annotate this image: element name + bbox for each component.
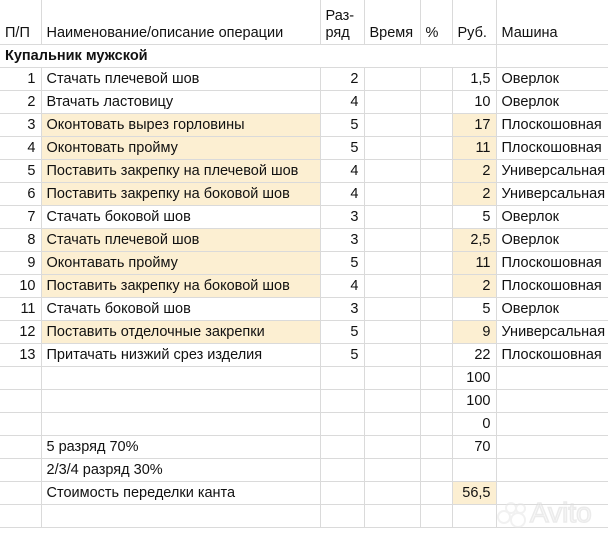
- table-row: [0, 114, 608, 137]
- empty-cell[interactable]: [496, 413, 608, 436]
- empty-cell[interactable]: [364, 482, 420, 505]
- time-cell[interactable]: [364, 298, 420, 321]
- percent-cell[interactable]: [420, 206, 452, 229]
- grade-cell[interactable]: 4: [320, 275, 364, 298]
- percent-cell[interactable]: [420, 321, 452, 344]
- percent-cell[interactable]: [420, 229, 452, 252]
- time-cell[interactable]: [364, 252, 420, 275]
- time-cell[interactable]: [364, 275, 420, 298]
- percent-cell[interactable]: [420, 252, 452, 275]
- machine-cell[interactable]: Оверлок: [496, 206, 608, 229]
- section-machine-cell[interactable]: [496, 45, 608, 68]
- summary-label-cell[interactable]: 2/3/4 разряд 30%: [41, 459, 320, 482]
- operation-name-cell[interactable]: Поставить закрепку на плечевой шов: [41, 160, 320, 183]
- empty-cell[interactable]: [320, 367, 364, 390]
- summary-label-cell[interactable]: 5 разряд 70%: [41, 436, 320, 459]
- grade-cell[interactable]: 4: [320, 91, 364, 114]
- machine-cell[interactable]: Универсальная: [496, 321, 608, 344]
- machine-cell[interactable]: Плоскошовная: [496, 275, 608, 298]
- percent-cell[interactable]: [420, 298, 452, 321]
- row-number-cell[interactable]: 12: [0, 321, 41, 344]
- empty-cell[interactable]: [0, 459, 41, 482]
- empty-cell[interactable]: [0, 413, 41, 436]
- rub-cell[interactable]: 10: [452, 91, 496, 114]
- header-grade[interactable]: [320, 0, 364, 45]
- table-row: [0, 137, 608, 160]
- row-number-cell[interactable]: 1: [0, 68, 41, 91]
- grade-cell[interactable]: 5: [320, 321, 364, 344]
- empty-cell[interactable]: [364, 367, 420, 390]
- row-number-cell[interactable]: 2: [0, 91, 41, 114]
- grade-cell[interactable]: 5: [320, 114, 364, 137]
- summary-row: [0, 390, 608, 413]
- machine-cell[interactable]: Плоскошовная: [496, 252, 608, 275]
- row-number-cell[interactable]: 10: [0, 275, 41, 298]
- empty-cell[interactable]: [0, 367, 41, 390]
- header-pp[interactable]: П/П: [0, 0, 41, 45]
- section-row: [0, 45, 608, 68]
- summary-rub-cell[interactable]: 100: [452, 390, 496, 413]
- rub-cell[interactable]: 22: [452, 344, 496, 367]
- summary-row: [0, 482, 608, 505]
- time-cell[interactable]: [364, 344, 420, 367]
- machine-cell[interactable]: Универсальная: [496, 160, 608, 183]
- percent-cell[interactable]: [420, 344, 452, 367]
- empty-cell[interactable]: [496, 505, 608, 528]
- operation-name-cell[interactable]: Поставить закрепку на боковой шов: [41, 275, 320, 298]
- grade-cell[interactable]: 2: [320, 68, 364, 91]
- grade-cell[interactable]: 5: [320, 344, 364, 367]
- time-cell[interactable]: [364, 160, 420, 183]
- empty-cell[interactable]: [420, 505, 452, 528]
- header-grade-line2: ряд: [325, 25, 350, 41]
- grade-cell[interactable]: 3: [320, 206, 364, 229]
- rub-cell[interactable]: 11: [452, 252, 496, 275]
- summary-rub-cell[interactable]: [452, 505, 496, 528]
- header-time[interactable]: Время: [364, 0, 420, 45]
- empty-cell[interactable]: [420, 482, 452, 505]
- empty-cell[interactable]: [320, 482, 364, 505]
- summary-rub-cell[interactable]: [452, 459, 496, 482]
- empty-cell[interactable]: [320, 505, 364, 528]
- empty-cell[interactable]: [496, 482, 608, 505]
- operation-name-cell[interactable]: Стачать боковой шов: [41, 206, 320, 229]
- grade-cell[interactable]: 5: [320, 137, 364, 160]
- row-number-cell[interactable]: 9: [0, 252, 41, 275]
- empty-cell[interactable]: [364, 505, 420, 528]
- grade-cell[interactable]: 4: [320, 183, 364, 206]
- table-row: [0, 229, 608, 252]
- operation-name-cell[interactable]: Оконтовать пройму: [41, 137, 320, 160]
- time-cell[interactable]: [364, 229, 420, 252]
- table-row: [0, 275, 608, 298]
- empty-cell[interactable]: [0, 482, 41, 505]
- summary-rub-cell[interactable]: 70: [452, 436, 496, 459]
- summary-rub-cell[interactable]: 56,5: [452, 482, 496, 505]
- empty-cell[interactable]: [320, 436, 364, 459]
- empty-cell[interactable]: [496, 390, 608, 413]
- table-row: [0, 252, 608, 275]
- rub-cell[interactable]: 5: [452, 298, 496, 321]
- operation-name-cell[interactable]: Втачать ластовицу: [41, 91, 320, 114]
- percent-cell[interactable]: [420, 68, 452, 91]
- row-number-cell[interactable]: 4: [0, 137, 41, 160]
- rub-cell[interactable]: 1,5: [452, 68, 496, 91]
- summary-row: [0, 436, 608, 459]
- rub-cell[interactable]: 2: [452, 160, 496, 183]
- row-number-cell[interactable]: 5: [0, 160, 41, 183]
- header-rub[interactable]: Руб.: [452, 0, 496, 45]
- header-percent[interactable]: %: [420, 0, 452, 45]
- empty-cell[interactable]: [364, 459, 420, 482]
- operation-name-cell[interactable]: Стачать боковой шов: [41, 298, 320, 321]
- table-row: [0, 298, 608, 321]
- percent-cell[interactable]: [420, 160, 452, 183]
- summary-row: [0, 413, 608, 436]
- table-row: [0, 206, 608, 229]
- empty-cell[interactable]: [364, 413, 420, 436]
- summary-rub-cell[interactable]: 0: [452, 413, 496, 436]
- rub-cell[interactable]: 11: [452, 137, 496, 160]
- operation-name-cell[interactable]: Притачать низжий срез изделия: [41, 344, 320, 367]
- grade-cell[interactable]: 5: [320, 252, 364, 275]
- operation-name-cell[interactable]: Оконтовать вырез горловины: [41, 114, 320, 137]
- summary-row: [0, 367, 608, 390]
- table-row: [0, 91, 608, 114]
- grade-cell[interactable]: 3: [320, 298, 364, 321]
- summary-label-cell[interactable]: [41, 367, 320, 390]
- summary-label-cell[interactable]: [41, 390, 320, 413]
- table-row: [0, 68, 608, 91]
- operation-name-cell[interactable]: Оконтавать пройму: [41, 252, 320, 275]
- percent-cell[interactable]: [420, 114, 452, 137]
- empty-cell[interactable]: [320, 459, 364, 482]
- avito-watermark-text: Avito: [530, 497, 592, 528]
- operation-name-cell[interactable]: Стачать плечевой шов: [41, 68, 320, 91]
- table-row: [0, 183, 608, 206]
- header-row: [0, 0, 608, 45]
- summary-row: [0, 505, 608, 528]
- grade-cell[interactable]: 3: [320, 229, 364, 252]
- empty-cell[interactable]: [496, 459, 608, 482]
- operation-name-cell[interactable]: Поставить закрепку на боковой шов: [41, 183, 320, 206]
- machine-cell[interactable]: Плоскошовная: [496, 114, 608, 137]
- machine-cell[interactable]: Оверлок: [496, 68, 608, 91]
- empty-cell[interactable]: [0, 436, 41, 459]
- rub-cell[interactable]: 17: [452, 114, 496, 137]
- empty-cell[interactable]: [364, 390, 420, 413]
- machine-cell[interactable]: Оверлок: [496, 229, 608, 252]
- rub-cell[interactable]: 2: [452, 275, 496, 298]
- percent-cell[interactable]: [420, 183, 452, 206]
- summary-label-cell[interactable]: [41, 413, 320, 436]
- summary-label-cell[interactable]: Стоимость переделки канта: [41, 482, 320, 505]
- machine-cell[interactable]: Оверлок: [496, 298, 608, 321]
- rub-cell[interactable]: 2: [452, 183, 496, 206]
- section-title[interactable]: Купальник мужской: [0, 45, 496, 68]
- percent-cell[interactable]: [420, 137, 452, 160]
- time-cell[interactable]: [364, 114, 420, 137]
- empty-cell[interactable]: [496, 436, 608, 459]
- empty-cell[interactable]: [420, 459, 452, 482]
- row-number-cell[interactable]: 8: [0, 229, 41, 252]
- time-cell[interactable]: [364, 91, 420, 114]
- empty-cell[interactable]: [364, 436, 420, 459]
- machine-cell[interactable]: Плоскошовная: [496, 344, 608, 367]
- empty-cell[interactable]: [420, 413, 452, 436]
- header-name[interactable]: Наименование/описание операции: [41, 0, 320, 45]
- header-grade-line1: Раз-: [325, 8, 355, 24]
- empty-cell[interactable]: [496, 367, 608, 390]
- empty-cell[interactable]: [0, 505, 41, 528]
- machine-cell[interactable]: Универсальная: [496, 183, 608, 206]
- machine-cell[interactable]: Оверлок: [496, 91, 608, 114]
- percent-cell[interactable]: [420, 91, 452, 114]
- table-row: [0, 160, 608, 183]
- machine-cell[interactable]: Плоскошовная: [496, 137, 608, 160]
- time-cell[interactable]: [364, 183, 420, 206]
- empty-cell[interactable]: [0, 390, 41, 413]
- summary-rub-cell[interactable]: 100: [452, 367, 496, 390]
- summary-row: [0, 459, 608, 482]
- header-machine[interactable]: Машина: [496, 0, 608, 45]
- empty-cell[interactable]: [320, 390, 364, 413]
- row-number-cell[interactable]: 3: [0, 114, 41, 137]
- grade-cell[interactable]: 4: [320, 160, 364, 183]
- table-row: [0, 344, 608, 367]
- empty-cell[interactable]: [420, 390, 452, 413]
- time-cell[interactable]: [364, 68, 420, 91]
- empty-cell[interactable]: [420, 436, 452, 459]
- row-number-cell[interactable]: 13: [0, 344, 41, 367]
- rub-cell[interactable]: 2,5: [452, 229, 496, 252]
- operation-name-cell[interactable]: Поставить отделочные закрепки: [41, 321, 320, 344]
- rub-cell[interactable]: 5: [452, 206, 496, 229]
- percent-cell[interactable]: [420, 275, 452, 298]
- time-cell[interactable]: [364, 137, 420, 160]
- row-number-cell[interactable]: 6: [0, 183, 41, 206]
- row-number-cell[interactable]: 11: [0, 298, 41, 321]
- summary-label-cell[interactable]: [41, 505, 320, 528]
- rub-cell[interactable]: 9: [452, 321, 496, 344]
- table-row: [0, 321, 608, 344]
- row-number-cell[interactable]: 7: [0, 206, 41, 229]
- operation-name-cell[interactable]: Стачать плечевой шов: [41, 229, 320, 252]
- empty-cell[interactable]: [320, 413, 364, 436]
- time-cell[interactable]: [364, 321, 420, 344]
- time-cell[interactable]: [364, 206, 420, 229]
- empty-cell[interactable]: [420, 367, 452, 390]
